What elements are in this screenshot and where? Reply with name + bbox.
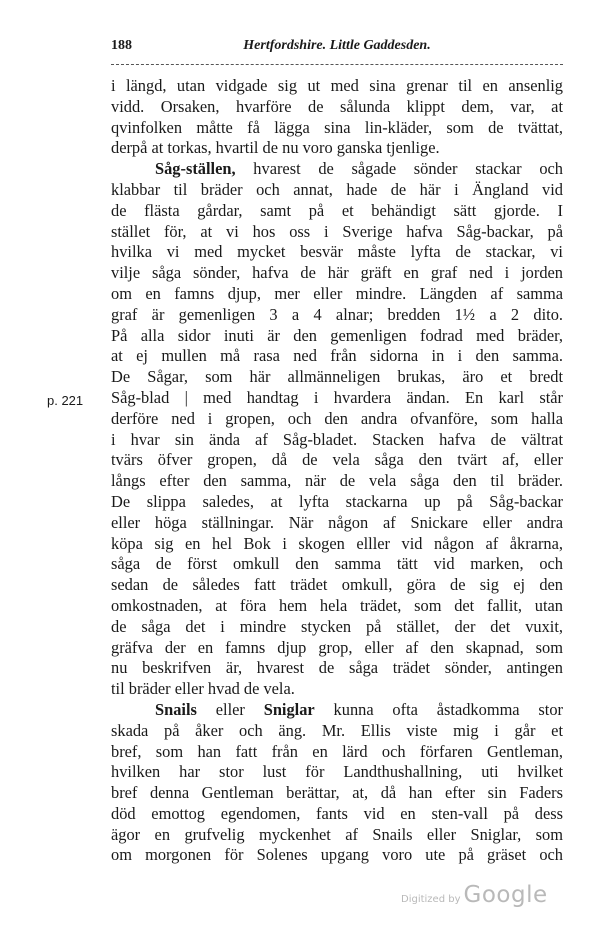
text-line (111, 575, 563, 596)
margin-page-reference: p. 221 (47, 393, 84, 408)
line-text: hvarest de sågade sönder stackar och (235, 159, 563, 179)
text-line (111, 638, 563, 659)
digitization-watermark (401, 882, 548, 908)
line-text: ägor en grufvelig myckenhet af Snails eller Sniglar, som (111, 824, 563, 844)
text-line (111, 138, 563, 159)
header-rule (111, 64, 563, 65)
line-text: De Sågar, som här allmänneligen brukas, äro et bredt (111, 367, 563, 387)
line-text: De slippa saledes, at lyfta stackarna up på Såg-backar (111, 491, 563, 511)
line-text: bref, som han fatt från en lärd och förfaren Gentleman, (111, 741, 563, 761)
google-logo: Google (463, 882, 548, 908)
running-title: Hertfordshire. Little Gaddesden. (243, 38, 431, 53)
line-text: Såg-blad | med handtag i hvardera ändan. En karl står (111, 387, 563, 407)
text-line (111, 284, 563, 305)
page-header (111, 38, 563, 58)
text-line (111, 430, 563, 451)
line-text: sedan de således fatt trädet omkull, göra de sig ej den (111, 575, 563, 595)
text-line (111, 804, 563, 825)
line-text: kunna ofta åstadkomma stor (314, 699, 564, 719)
line-text: nu beskrifven är, hvarest de såga trädet sönder, antingen (111, 658, 563, 678)
body-text (111, 76, 563, 866)
line-text: derpå at torkas, hvartil de nu voro ganska tjenlige. (111, 138, 440, 158)
text-line (111, 326, 563, 347)
line-text: qvinfolken måtte få lägga sina lin-kläder, som de tvättat, (111, 117, 563, 137)
line-text: om en famns djup, mer eller mindre. Längden af samma (111, 283, 563, 303)
text-line (111, 242, 563, 263)
line-text: i hvar sin ända af Såg-bladet. Stacken hafva de vältrat (111, 429, 563, 449)
keyword-heading: Snails (155, 699, 197, 719)
line-text: hvilken har stor lust för Landthushallning, uti hvilket (111, 762, 563, 782)
text-line (111, 97, 563, 118)
line-text: död emottog egendomen, fants vid en sten-vall på dess (111, 803, 563, 823)
text-line (111, 617, 563, 638)
text-line (111, 679, 563, 700)
line-text: stället för, at vi hos oss i Sverige hafva Såg-backar, på (111, 221, 563, 241)
line-text: köpa sig en hel Bok i skogen elller vid någon af åkrarna, (111, 533, 563, 553)
line-text: såga de först omkull den samma tätt vid marken, och (111, 554, 563, 574)
text-line (111, 76, 563, 97)
text-line (111, 367, 563, 388)
line-text: vidd. Orsaken, hvarföre de sålunda klippt dem, var, at (111, 96, 563, 116)
line-text: tvärs öfver gropen, då de vela såga den tvärt af, eller (111, 450, 563, 470)
text-line (111, 513, 563, 534)
text-line (111, 159, 563, 180)
text-line (111, 596, 563, 617)
line-text: om morgonen för Solenes upgang voro ute på gräset och (111, 845, 563, 865)
text-line (111, 346, 563, 367)
keyword-heading: Såg-ställen, (155, 159, 236, 179)
text-line (111, 762, 563, 783)
line-text: at ej mullen må rasa ned från sidorna in i den samma. (111, 346, 563, 366)
line-text: På alla sidor inuti är den gemenligen fodrad med bräder, (111, 325, 563, 345)
keyword-heading: Sniglar (263, 699, 315, 719)
line-text: graf är gemenligen 3 a 4 alnar; bredden 1½ a 2 dito. (111, 304, 563, 324)
line-text: de flästa gårdar, samt på et behändigt sätt gjorde. I (111, 200, 563, 220)
line-text: eller höga ställningar. När någon af Snickare eller andra (111, 512, 563, 532)
digitized-by-label: Digitized by (401, 894, 461, 905)
text-line (111, 825, 563, 846)
line-text: derföre ned i gropen, och den andra ofvanföre, som halla (111, 408, 563, 428)
line-text: långs efter den samma, när de vela såga den til bräder. (111, 471, 563, 491)
line-text: eller (196, 699, 264, 719)
line-text: vilje såga sönder, hafva de här gräft en graf ned i jorden (111, 263, 563, 283)
line-text: de såga det i mindre stycken på stället, der det vuxit, (111, 616, 563, 636)
text-line (111, 554, 563, 575)
text-line (111, 388, 563, 409)
text-line (111, 201, 563, 222)
line-text: omkostnaden, at föra hem hela trädet, som det fallit, utan (111, 595, 563, 615)
text-line (111, 263, 563, 284)
line-text: bref denna Gentleman berättar, at, då han efter sin Faders (111, 783, 563, 803)
line-text: i längd, utan vidgade sig ut med sina grenar til en ansenlig (111, 76, 563, 95)
line-text: hvilka vi med mycket besvär måste lyfta de stackar, vi (111, 242, 563, 262)
text-line (111, 783, 563, 804)
line-text: til bräder eller hvad de vela. (111, 679, 295, 699)
line-text: gräfva der en famns djup grop, eller af den skapnad, som (111, 637, 563, 657)
text-line (111, 305, 563, 326)
text-line (111, 222, 563, 243)
text-line (111, 471, 563, 492)
line-text: skada på åker och äng. Mr. Ellis viste mig i går et (111, 720, 563, 740)
text-line (111, 534, 563, 555)
line-text: klabbar til bräder och annat, hade de här i Ängland vid (111, 179, 563, 199)
text-line (111, 409, 563, 430)
text-line (111, 742, 563, 763)
text-line (111, 180, 563, 201)
text-line (111, 450, 563, 471)
text-line (111, 118, 563, 139)
page-number: 188 (111, 38, 132, 53)
text-line (111, 845, 563, 866)
text-line (111, 658, 563, 679)
text-line (111, 721, 563, 742)
text-line (111, 492, 563, 513)
text-line (111, 700, 563, 721)
